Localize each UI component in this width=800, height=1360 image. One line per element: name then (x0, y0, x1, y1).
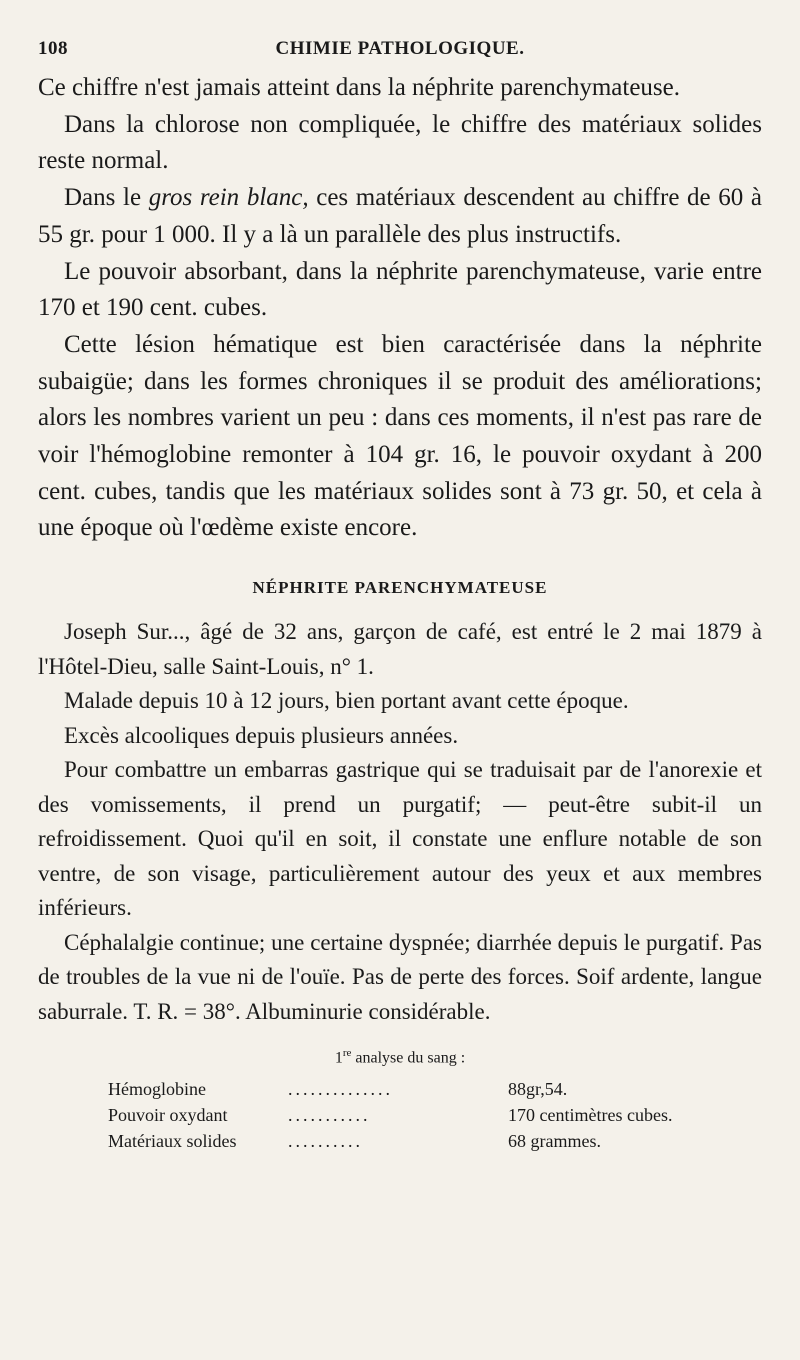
row-leader: ........... (288, 1105, 371, 1126)
text-run: ces matériaux descendent au chiffre de 60 à 55 gr. pour 1 000. Il y a là un parallèle des plus instructifs. (38, 184, 763, 248)
table-row (108, 1128, 708, 1154)
paragraph: Ce chiffre n'est jamais atteint dans la néphrite parenchymateuse. (38, 74, 680, 101)
observation-paragraph: Pour combattre un embarras gastrique qui se traduisait par de l'anorexie et des vomissements, il prend un purgatif; — peut-être subit-il un refroidissement. Quoi qu'il en soit, il constate une enflure notable de son ventre, de son visage, particulièrement autour des yeux et aux membres inférieurs. (38, 757, 762, 921)
analysis-ordinal-sup: re (342, 1047, 352, 1060)
observation-text (38, 615, 762, 1029)
row-value: 88gr,54. (508, 1079, 568, 1100)
table-row (108, 1076, 708, 1102)
page-number: 108 (38, 38, 68, 59)
observation-paragraph: Malade depuis 10 à 12 jours, bien portant avant cette époque. (64, 688, 629, 714)
row-label: Matériaux solides (108, 1131, 237, 1152)
running-title: CHIMIE PATHOLOGIQUE. (275, 38, 525, 59)
page-header (38, 28, 762, 70)
observation-paragraph: Excès alcooliques depuis plusieurs années. (64, 722, 459, 748)
row-leader: .............. (288, 1079, 393, 1100)
analysis-title-text: analyse du sang : (351, 1049, 466, 1067)
analysis-ordinal: 1 (334, 1049, 343, 1067)
row-label: Pouvoir oxydant (108, 1105, 228, 1126)
paragraph: Cette lésion hématique est bien caractérisée dans la néphrite subaigüe; dans les formes chroniques il se produit des améliorations; alors les nombres varient un peu : dans ces moments, il n'est pas rare de voir l'hémoglobine remonter à 104 gr. 16, le pouvoir oxydant à 200 cent. cubes, tandis que les matériaux solides sont à 73 gr. 50, et cela à une époque où l'œdème existe encore. (38, 330, 762, 542)
text-run: Dans le (64, 184, 149, 212)
analysis-title (38, 1043, 762, 1068)
table-row (108, 1102, 708, 1128)
observation-paragraph: Joseph Sur..., âgé de 32 ans, garçon de café, est entré le 2 mai 1879 à l'Hôtel-Dieu, salle Saint-Louis, n° 1. (38, 619, 762, 679)
row-leader: .......... (288, 1131, 363, 1152)
main-text (38, 70, 762, 547)
paragraph-gros-rein (38, 180, 762, 253)
row-label: Hémoglobine (108, 1079, 206, 1100)
paragraph: Dans la chlorose non compliquée, le chiffre des matériaux solides reste normal. (38, 110, 762, 175)
book-page (38, 28, 762, 1328)
row-value: 170 centimètres cubes. (508, 1105, 673, 1126)
observation-paragraph: Céphalalgie continue; une certaine dyspnée; diarrhée depuis le purgatif. Pas de troubles de la vue ni de l'ouïe. Pas de perte des forces. Soif ardente, langue saburrale. T. R. = 38°. Albuminurie considérable. (38, 929, 762, 1024)
blood-analysis-table (108, 1076, 708, 1154)
paragraph: Le pouvoir absorbant, dans la néphrite parenchymateuse, varie entre 170 et 190 cent. cubes. (38, 257, 762, 322)
row-value: 68 grammes. (508, 1131, 601, 1152)
section-title: NÉPHRITE PARENCHYMATEUSE (252, 578, 548, 598)
italic-term: gros rein blanc, (148, 184, 309, 212)
